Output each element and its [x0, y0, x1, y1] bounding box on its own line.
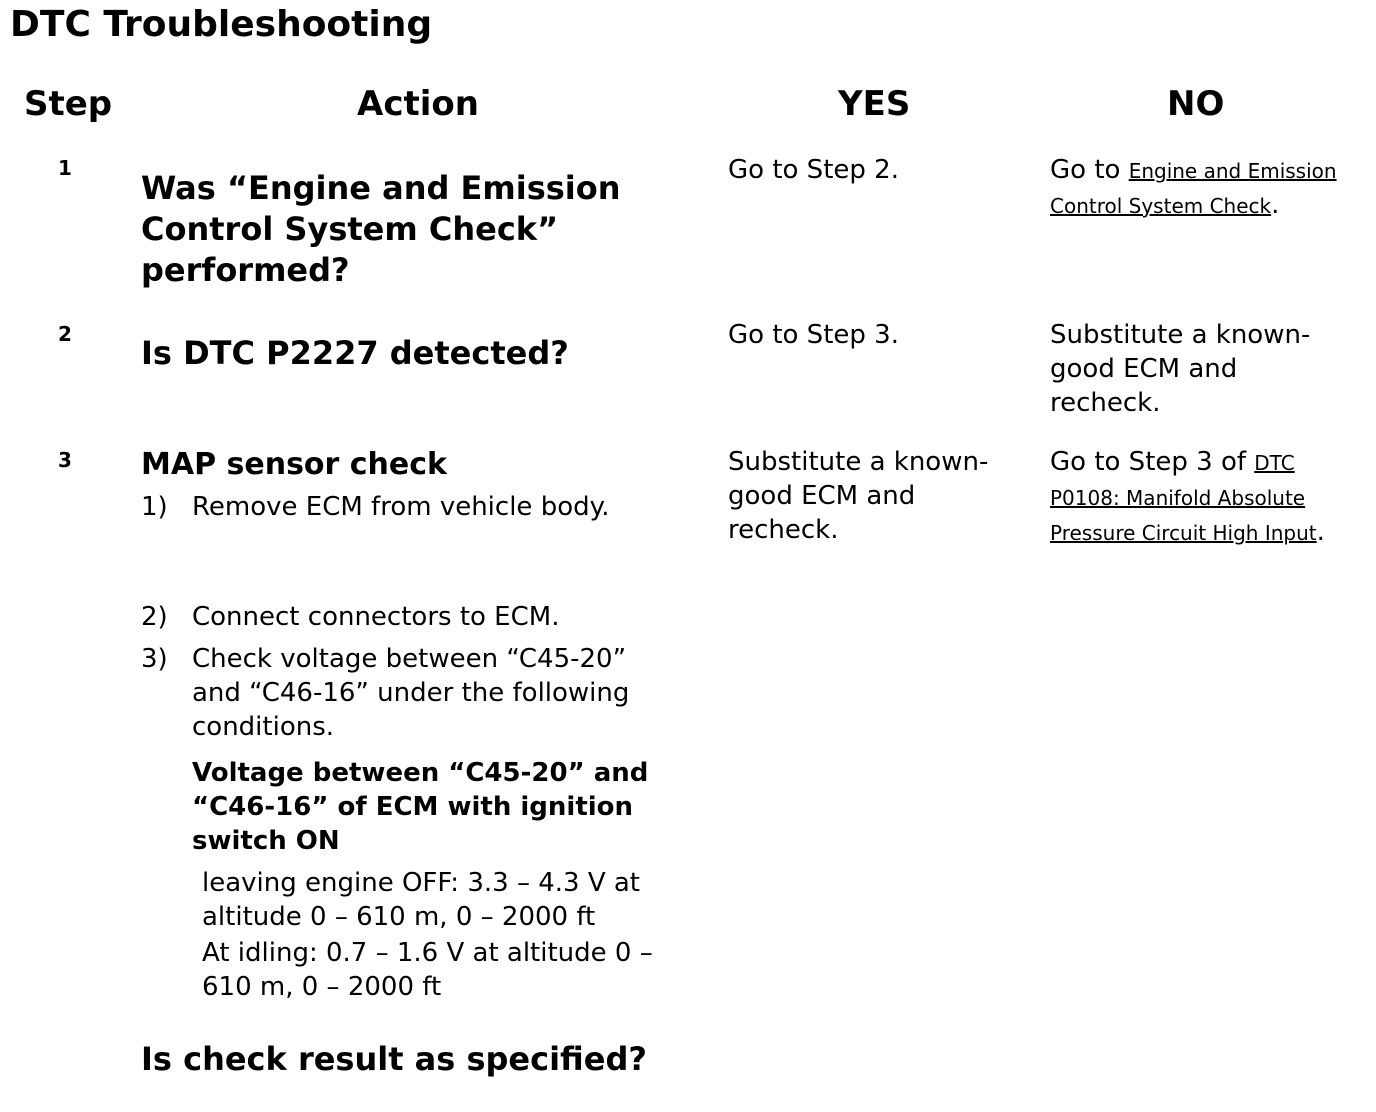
spec-idling: At idling: 0.7 – 1.6 V at altitude 0 – 610 m, 0 – 2000 ft [202, 938, 653, 1002]
header-action: Action [357, 84, 479, 124]
list-item [141, 642, 701, 744]
list-marker: 3) [141, 644, 168, 674]
page-title: DTC Troubleshooting [10, 4, 433, 45]
step-1-no [1050, 153, 1350, 223]
list-item [141, 490, 701, 524]
header-no: NO [1167, 84, 1225, 124]
step-number-1: 1 [58, 156, 72, 180]
step-number-3: 3 [58, 448, 72, 472]
spec-heading: Voltage between “C45-20” and “C46-16” of ECM with ignition switch ON [192, 758, 649, 856]
step-3-no-prefix: Go to Step 3 of [1050, 447, 1255, 477]
dtc-p0108-link[interactable]: DTC P0108: Manifold Absolute Pressure Circuit High Input [1050, 451, 1317, 545]
step-2-question: Is DTC P2227 detected? [141, 334, 569, 372]
step-2-no: Substitute a known-good ECM and recheck. [1050, 320, 1311, 418]
step-1-yes: Go to Step 2. [728, 155, 899, 185]
step-1-no-prefix: Go to [1050, 155, 1129, 185]
step-number-2: 2 [58, 322, 72, 346]
step-3-no-suffix: . [1316, 517, 1325, 547]
list-item [141, 600, 701, 634]
step-1-no-suffix: . [1271, 190, 1280, 220]
engine-emission-check-link[interactable]: Engine and Emission Control System Check [1050, 159, 1337, 218]
step-3-no [1050, 445, 1340, 550]
list-marker: 1) [141, 492, 168, 522]
step-3-yes: Substitute a known-good ECM and recheck. [728, 447, 989, 545]
step-3-question: Is check result as specified? [141, 1040, 647, 1078]
step-1-question: Was “Engine and Emission Control System Check” performed? [141, 169, 621, 289]
header-yes: YES [838, 84, 911, 124]
list-item-text: Connect connectors to ECM. [192, 602, 560, 632]
list-marker: 2) [141, 602, 168, 632]
step-3-title: MAP sensor check [141, 447, 447, 482]
list-item-text: Remove ECM from vehicle body. [192, 492, 610, 522]
header-step: Step [24, 84, 113, 124]
spec-engine-off: leaving engine OFF: 3.3 – 4.3 V at altitude 0 – 610 m, 0 – 2000 ft [202, 868, 641, 932]
step-2-yes: Go to Step 3. [728, 320, 899, 350]
list-item-text: Check voltage between “C45-20” and “C46-16” under the following conditions. [192, 644, 630, 742]
